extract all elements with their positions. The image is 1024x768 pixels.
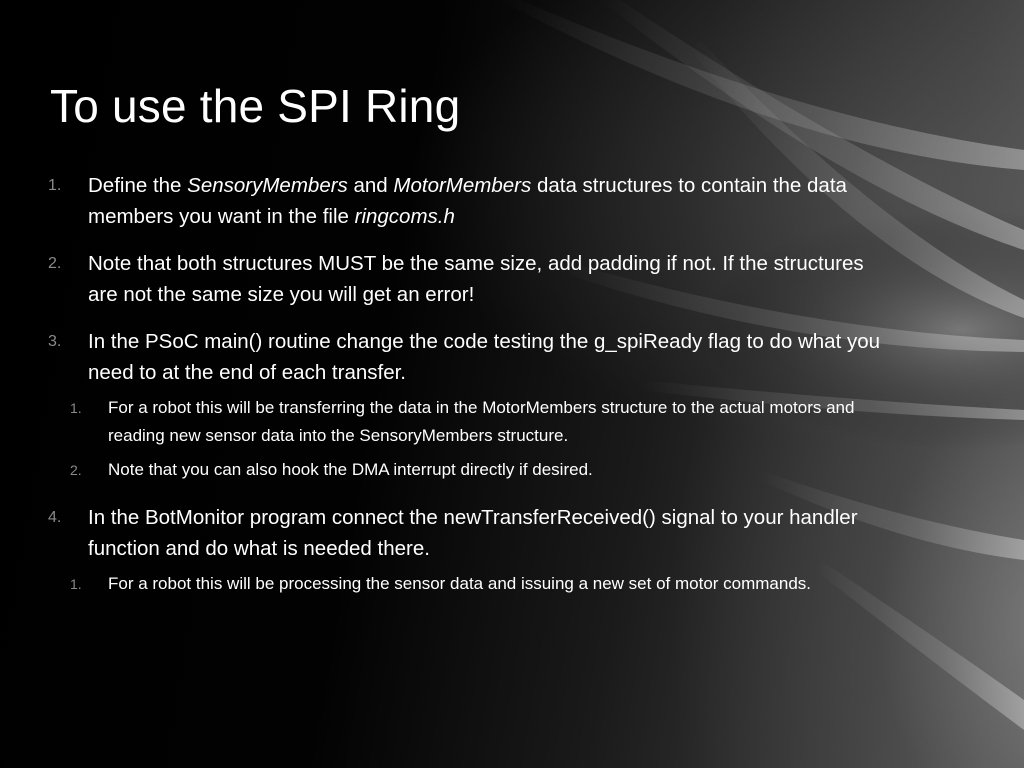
sub-list-number: 1. — [70, 576, 82, 592]
sub-item-text: Note that you can also hook the DMA interrupt directly if desired. — [108, 460, 593, 479]
item-text-italic: ringcoms.h — [354, 205, 455, 228]
slide-content — [48, 170, 888, 604]
list-item — [48, 502, 888, 564]
item-text: In the PSoC main() routine change the code testing the g_spiReady flag to do what you need to at the end of each transfer. — [88, 330, 881, 384]
item-text: In the BotMonitor program connect the newTransferReceived() signal to your handler function and do what is needed there. — [88, 506, 858, 560]
slide-title: To use the SPI Ring — [50, 80, 461, 132]
sub-list-item — [48, 394, 888, 450]
list-number: 3. — [48, 333, 62, 350]
sub-item-text: For a robot this will be transferring the data in the MotorMembers structure to the actual motors and reading new sensor data into the SensoryMembers structure. — [108, 398, 855, 445]
sub-item-text: For a robot this will be processing the sensor data and issuing a new set of motor commands. — [108, 574, 812, 593]
list-item — [48, 248, 888, 310]
item-text: Note that both structures MUST be the same size, add padding if not. If the structures are not the same size you will get an error! — [88, 252, 864, 306]
list-number: 1. — [48, 177, 62, 194]
list-item — [48, 170, 888, 232]
item-text: data structures to contain the data members you want in the file — [88, 174, 847, 228]
item-text: and — [347, 174, 394, 197]
sub-list-item — [48, 570, 888, 598]
item-text: Define the — [88, 174, 188, 197]
list-number: 4. — [48, 509, 62, 526]
item-text-italic: SensoryMembers — [187, 174, 348, 197]
sub-list-number: 2. — [70, 462, 82, 478]
item-text-italic: MotorMembers — [393, 174, 532, 197]
sub-list-item — [48, 456, 888, 484]
sub-list-number: 1. — [70, 400, 82, 416]
list-number: 2. — [48, 255, 62, 272]
list-item — [48, 326, 888, 388]
